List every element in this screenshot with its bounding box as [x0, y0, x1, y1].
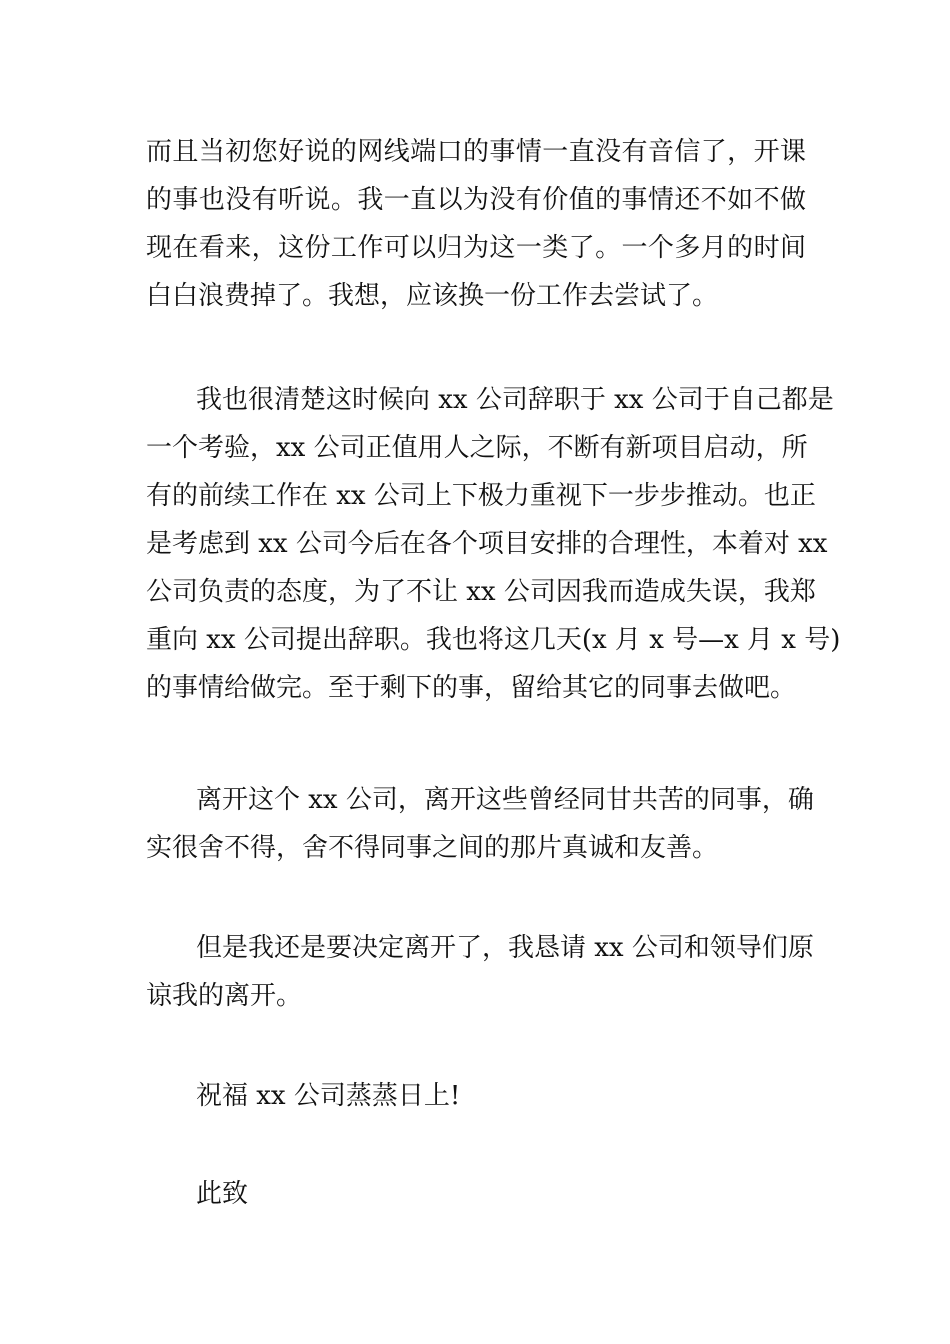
paragraph-1-line-3: 现在看来，这份工作可以归为这一类了。一个多月的时间 [146, 233, 806, 263]
paragraph-1-line-2: 的事也没有听说。我一直以为没有价值的事情还不如不做 [146, 185, 806, 215]
paragraph-4-line-1: 但是我还是要决定离开了，我恳请 xx 公司和领导们原 [196, 933, 814, 963]
paragraph-2-line-7: 的事情给做完。至于剩下的事，留给其它的同事去做吧。 [146, 673, 797, 703]
paragraph-2-line-4: 是考虑到 xx 公司今后在各个项目安排的合理性，本着对 xx [146, 529, 828, 559]
paragraph-2-line-1: 我也很清楚这时候向 xx 公司辞职于 xx 公司于自己都是 [196, 385, 834, 415]
paragraph-2-line-6: 重向 xx 公司提出辞职。我也将这几天(x 月 x 号—x 月 x 号) [146, 625, 841, 655]
paragraph-1-line-1: 而且当初您好说的网线端口的事情一直没有音信了，开课 [146, 137, 806, 167]
paragraph-3-line-2: 实很舍不得，舍不得同事之间的那片真诚和友善。 [146, 833, 719, 863]
paragraph-2-line-5: 公司负责的态度，为了不让 xx 公司因我而造成失误，我郑 [146, 577, 816, 607]
paragraph-3-line-1: 离开这个 xx 公司，离开这些曾经同甘共苦的同事，确 [196, 785, 814, 815]
paragraph-2-line-3: 有的前续工作在 xx 公司上下极力重视下一步步推动。也正 [146, 481, 816, 511]
paragraph-4-line-2: 谅我的离开。 [146, 981, 303, 1011]
closing-wish: 祝福 xx 公司蒸蒸日上! [196, 1081, 461, 1111]
paragraph-2-line-2: 一个考验，xx 公司正值用人之际，不断有新项目启动，所 [146, 433, 808, 463]
closing-salutation: 此致 [196, 1179, 249, 1209]
paragraph-1-line-4: 白白浪费掉了。我想，应该换一份工作去尝试了。 [146, 281, 719, 311]
